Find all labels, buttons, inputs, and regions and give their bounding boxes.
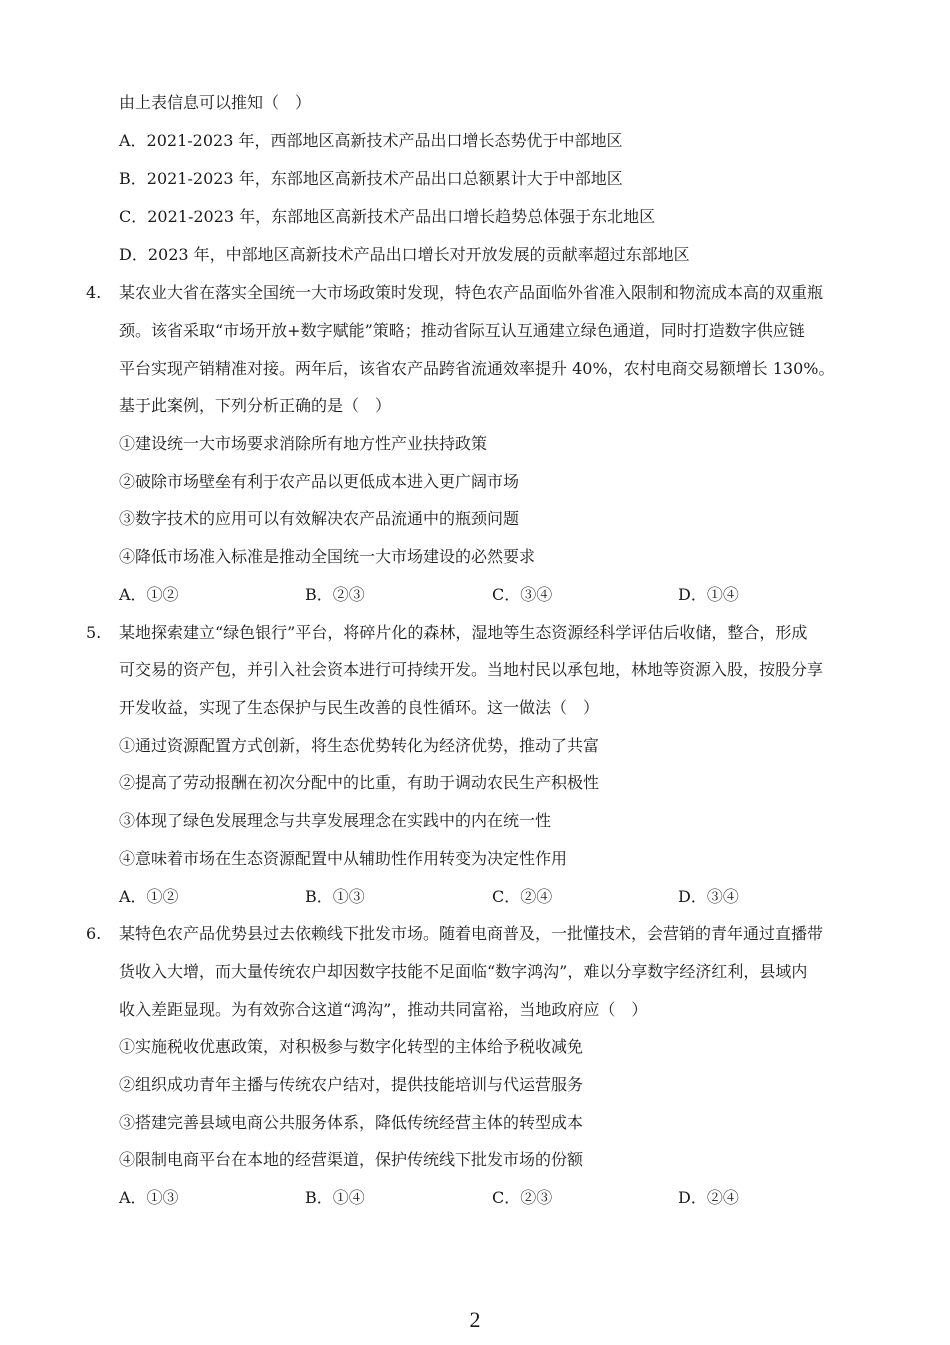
q5-item-1: ①通过资源配置方式创新，将生态优势转化为经济优势，推动了共富: [119, 736, 600, 755]
q5-stem-line-2: 可交易的资产包，并引入社会资本进行可持续开发。当地村民以承包地，林地等资源入股，按股分享: [119, 660, 824, 679]
q4-choice-b: B．②③: [305, 585, 365, 604]
q5-item-3: ③体现了绿色发展理念与共享发展理念在实践中的内在统一性: [119, 811, 552, 830]
q5-item-2: ②提高了劳动报酬在初次分配中的比重，有助于调动农民生产积极性: [119, 773, 600, 792]
q5-stem-line-1: 某地探索建立“绿色银行”平台，将碎片化的森林，湿地等生态资源经科学评估后收储，整合，形成: [119, 623, 808, 642]
q3-option-c: C．2021-2023 年，东部地区高新技术产品出口增长趋势总体强于东北地区: [119, 207, 656, 226]
q6-choice-a: A．①③: [119, 1188, 179, 1207]
q5-choice-a: A．①②: [119, 887, 179, 906]
page-number: 2: [469, 1307, 481, 1332]
q6-item-4: ④限制电商平台在本地的经营渠道，保护传统线下批发市场的份额: [119, 1150, 584, 1169]
q5-choice-d: D．③④: [678, 887, 739, 906]
q6-number: 6.: [86, 924, 102, 943]
q4-choice-a: A．①②: [119, 585, 179, 604]
q4-number: 4.: [86, 283, 102, 302]
q5-number: 5.: [86, 623, 102, 642]
q5-choice-b: B．①③: [305, 887, 365, 906]
q4-choice-c: C．③④: [492, 585, 553, 604]
q6-item-1: ①实施税收优惠政策，对积极参与数字化转型的主体给予税收减免: [119, 1037, 584, 1056]
q4-stem-line-2: 颈。该省采取“市场开放+数字赋能”策略；推动省际互认互通建立绿色通道，同时打造数字供应链: [119, 321, 805, 340]
q3-option-a: A．2021-2023 年，西部地区高新技术产品出口增长态势优于中部地区: [119, 131, 623, 150]
q5-stem-line-3: 开发收益，实现了生态保护与民生改善的良性循环。这一做法（ ）: [119, 698, 600, 717]
q4-item-4: ④降低市场准入标准是推动全国统一大市场建设的必然要求: [119, 547, 536, 566]
q4-item-3: ③数字技术的应用可以有效解决农产品流通中的瓶颈问题: [119, 509, 520, 528]
q6-item-3: ③搭建完善县域电商公共服务体系，降低传统经营主体的转型成本: [119, 1113, 584, 1132]
q4-item-1: ①建设统一大市场要求消除所有地方性产业扶持政策: [119, 434, 488, 453]
q6-stem-line-1: 某特色农产品优势县过去依赖线下批发市场。随着电商普及，一批懂技术，会营销的青年通过直播带: [119, 924, 824, 943]
q5-item-4: ④意味着市场在生态资源配置中从辅助性作用转变为决定性作用: [119, 849, 568, 868]
q6-stem-line-3: 收入差距显现。为有效弥合这道“鸿沟”，推动共同富裕，当地政府应（ ）: [119, 1000, 648, 1019]
q6-choice-b: B．①④: [305, 1188, 365, 1207]
q4-stem-line-1: 某农业大省在落实全国统一大市场政策时发现，特色农产品面临外省准入限制和物流成本高的双重瓶: [119, 283, 824, 302]
q4-choice-d: D．①④: [678, 585, 739, 604]
q6-choice-c: C．②③: [492, 1188, 553, 1207]
q3-stem: 由上表信息可以推知（ ）: [119, 93, 312, 112]
q3-option-d: D．2023 年，中部地区高新技术产品出口增长对开放发展的贡献率超过东部地区: [119, 245, 690, 264]
q4-stem-line-4: 基于此案例，下列分析正确的是（ ）: [119, 396, 392, 415]
q4-stem-line-3: 平台实现产销精准对接。两年后，该省农产品跨省流通效率提升 40%，农村电商交易额增长 130%。: [119, 359, 835, 378]
q6-item-2: ②组织成功青年主播与传统农户结对，提供技能培训与代运营服务: [119, 1075, 584, 1094]
q5-choice-c: C．②④: [492, 887, 553, 906]
q6-stem-line-2: 货收入大增，而大量传统农户却因数字技能不足面临“数字鸿沟”，难以分享数字经济红利，县域内: [119, 962, 808, 981]
q6-choice-d: D．②④: [678, 1188, 739, 1207]
q4-item-2: ②破除市场壁垒有利于农产品以更低成本进入更广阔市场: [119, 472, 520, 491]
q3-option-b: B．2021-2023 年，东部地区高新技术产品出口总额累计大于中部地区: [119, 169, 623, 188]
